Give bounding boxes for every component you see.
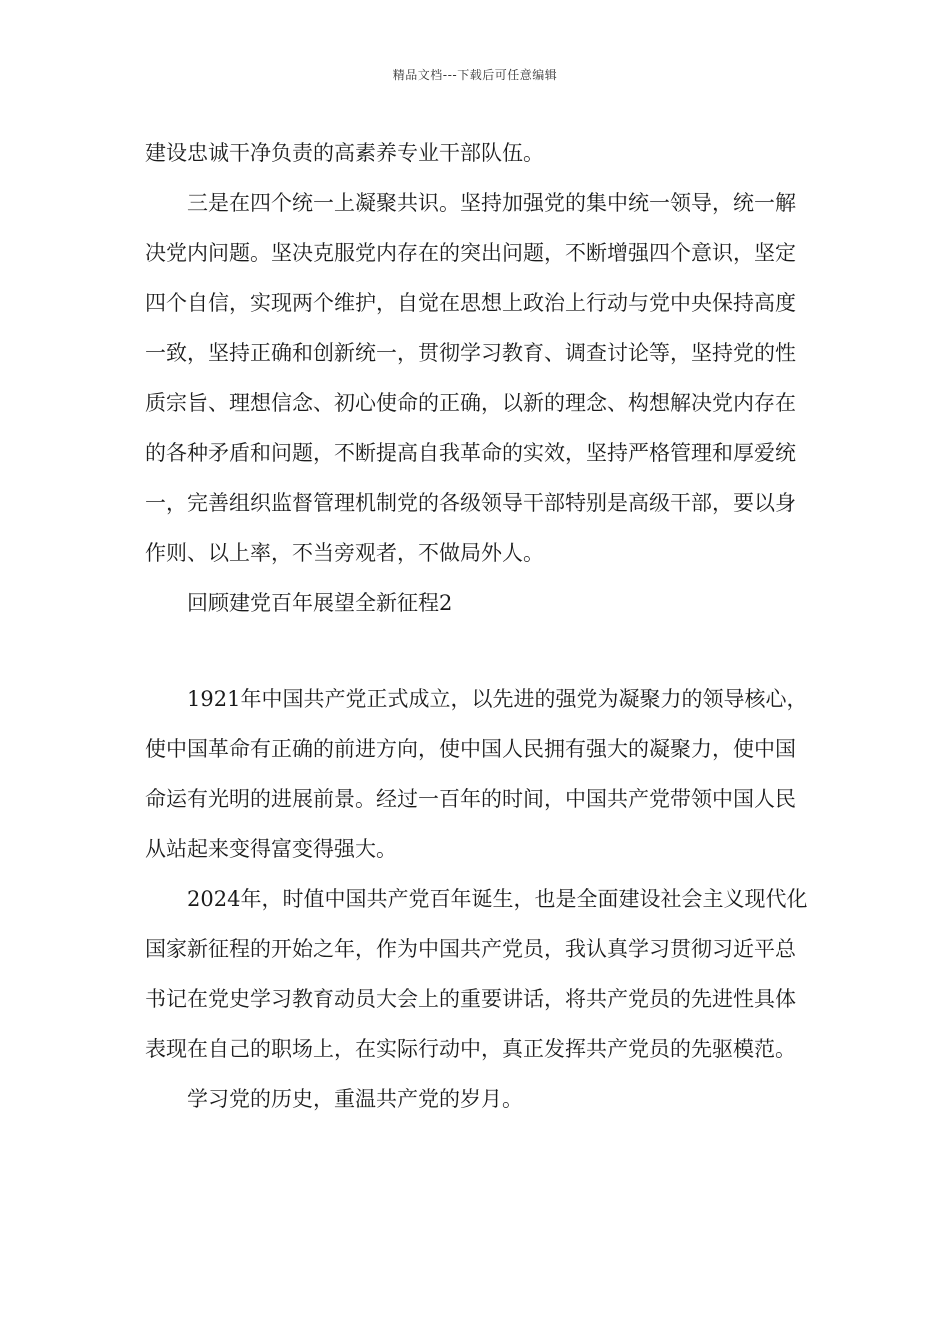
- paragraph-2024: 2024年，时值中国共产党百年诞生，也是全面建设社会主义现代化国家新征程的开始之年，作为中国共产党员，我认真学习贯彻习近平总书记在党史学习教育动员大会上的重要讲话，将共产党员的先进性具体表现在自己的职场上，在实际行动中，真正发挥共产党员的先驱模范。: [145, 887, 808, 1061]
- page-header: 精品文档---下载后可任意编辑: [392, 68, 558, 82]
- paragraph-unity-consensus: 三是在四个统一上凝聚共识。坚持加强党的集中统一领导，统一解决党内问题。坚决克服党内存在的突出问题，不断增强四个意识，坚定四个自信，实现两个维护，自觉在思想上政治上行动与党中央保持高度一致，坚持正确和创新统一，贯彻学习教育、调查讨论等，坚持党的性质宗旨、理想信念、初心使命的正确，以新的理念、构想解决党内存在的各种矛盾和问题，不断提高自我革命的实效，坚持严格管理和厚爱统一，完善组织监督管理机制党的各级领导干部特别是高级干部，要以身作则、以上率，不当旁观者，不做局外人。: [145, 191, 796, 565]
- paragraph-1921: 1921年中国共产党正式成立，以先进的强党为凝聚力的领导核心，使中国革命有正确的前进方向，使中国人民拥有强大的凝聚力，使中国命运有光明的进展前景。经过一百年的时间，中国共产党带领中国人民从站起来变得富变得强大。: [145, 687, 808, 861]
- document-body: [145, 128, 815, 1124]
- paragraph-study-history: 学习党的历史，重温共产党的岁月。: [187, 1087, 523, 1111]
- section-title: 回顾建党百年展望全新征程2: [187, 591, 453, 615]
- paragraph-continuation: 建设忠诚干净负责的高素养专业干部队伍。: [145, 141, 544, 165]
